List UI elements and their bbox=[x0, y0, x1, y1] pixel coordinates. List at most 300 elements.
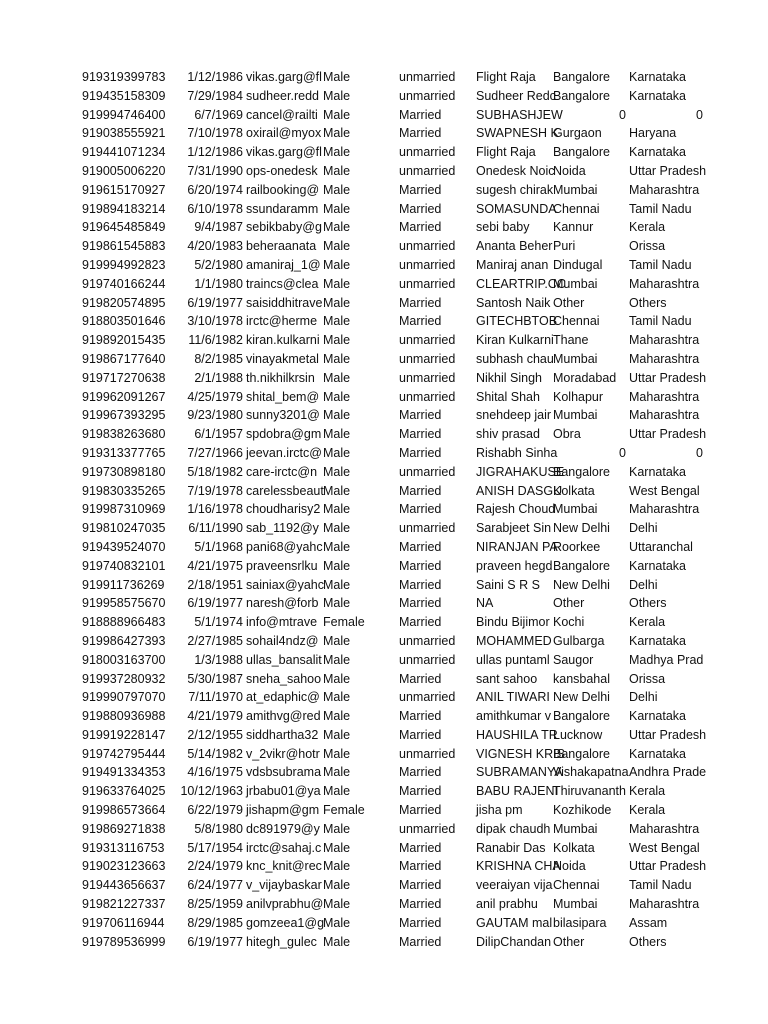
email-cell: sab_1192@y bbox=[246, 521, 319, 536]
gender-cell: Male bbox=[323, 539, 351, 554]
table-row bbox=[0, 594, 768, 613]
spreadsheet bbox=[0, 68, 768, 951]
phone-cell: 919313377765 bbox=[82, 445, 166, 460]
marital-status-cell: Married bbox=[399, 671, 442, 686]
state-cell: Maharashtra bbox=[629, 897, 700, 912]
birthdate-cell: 1/16/1978 bbox=[187, 502, 243, 517]
birthdate-cell: 6/19/1977 bbox=[187, 596, 243, 611]
marital-status-cell: Married bbox=[399, 107, 442, 122]
birthdate-cell: 6/24/1977 bbox=[187, 878, 243, 893]
city-cell: Mumbai bbox=[553, 821, 598, 836]
phone-cell: 919435158309 bbox=[82, 88, 166, 103]
marital-status-cell: Married bbox=[399, 859, 442, 874]
table-row bbox=[0, 406, 768, 425]
city-cell: Mumbai bbox=[553, 897, 598, 912]
name-cell: snehdeep jair bbox=[476, 408, 552, 423]
marital-status-cell: Married bbox=[399, 596, 442, 611]
phone-cell: 919867177640 bbox=[82, 351, 166, 366]
gender-cell: Male bbox=[323, 859, 351, 874]
table-row bbox=[0, 143, 768, 162]
city-cell: Gulbarga bbox=[553, 633, 605, 648]
email-cell: sneha_sahoo bbox=[246, 671, 322, 686]
phone-cell: 919994746400 bbox=[82, 107, 166, 122]
table-row bbox=[0, 312, 768, 331]
gender-cell: Male bbox=[323, 558, 351, 573]
email-cell: saisiddhitrave bbox=[246, 295, 323, 310]
birthdate-cell: 5/17/1954 bbox=[187, 840, 243, 855]
state-cell: Maharashtra bbox=[629, 389, 700, 404]
birthdate-cell: 4/20/1983 bbox=[187, 239, 243, 254]
gender-cell: Male bbox=[323, 821, 351, 836]
email-cell: pani68@yahc bbox=[246, 539, 323, 554]
phone-cell: 919319399783 bbox=[82, 70, 166, 84]
table-row bbox=[0, 914, 768, 933]
marital-status-cell: unmarried bbox=[399, 88, 456, 103]
birthdate-cell: 4/21/1975 bbox=[187, 558, 243, 573]
state-cell: Orissa bbox=[629, 671, 666, 686]
table-row bbox=[0, 237, 768, 256]
table-row bbox=[0, 181, 768, 200]
email-cell: irctc@sahaj.c bbox=[246, 840, 322, 855]
table-row bbox=[0, 707, 768, 726]
table-row bbox=[0, 933, 768, 952]
state-cell: Others bbox=[629, 295, 667, 310]
phone-cell: 919962091267 bbox=[82, 389, 166, 404]
state-cell: Kerala bbox=[629, 803, 666, 818]
city-cell: Other bbox=[553, 934, 585, 949]
birthdate-cell: 9/23/1980 bbox=[187, 408, 243, 423]
marital-status-cell: Married bbox=[399, 182, 442, 197]
email-cell: sebikbaby@g bbox=[246, 220, 322, 235]
email-cell: praveensrlku bbox=[246, 558, 318, 573]
marital-status-cell: unmarried bbox=[399, 746, 456, 761]
table-row bbox=[0, 369, 768, 388]
email-cell: info@mtrave bbox=[246, 615, 318, 630]
state-cell: 0 bbox=[696, 445, 703, 460]
name-cell: SUBRAMANYA bbox=[476, 765, 563, 780]
city-cell: New Delhi bbox=[553, 521, 610, 536]
name-cell: Bindu Bijimor bbox=[476, 615, 550, 630]
gender-cell: Male bbox=[323, 182, 351, 197]
marital-status-cell: Married bbox=[399, 539, 442, 554]
state-cell: Delhi bbox=[629, 521, 658, 536]
gender-cell: Male bbox=[323, 445, 351, 460]
table-row bbox=[0, 256, 768, 275]
name-cell: dipak chaudh bbox=[476, 821, 551, 836]
birthdate-cell: 6/20/1974 bbox=[187, 182, 243, 197]
email-cell: ssundaramm bbox=[246, 201, 319, 216]
gender-cell: Male bbox=[323, 351, 351, 366]
marital-status-cell: unmarried bbox=[399, 652, 456, 667]
table-row bbox=[0, 895, 768, 914]
marital-status-cell: unmarried bbox=[399, 521, 456, 536]
table-row bbox=[0, 613, 768, 632]
birthdate-cell: 5/18/1982 bbox=[187, 464, 243, 479]
birthdate-cell: 6/22/1979 bbox=[187, 803, 243, 818]
name-cell: subhash chau bbox=[476, 351, 554, 366]
phone-cell: 919730898180 bbox=[82, 464, 166, 479]
birthdate-cell: 5/2/1980 bbox=[194, 257, 243, 272]
gender-cell: Male bbox=[323, 239, 351, 254]
city-cell: Kolkata bbox=[553, 483, 595, 498]
birthdate-cell: 1/1/1980 bbox=[194, 276, 243, 291]
table-row bbox=[0, 444, 768, 463]
birthdate-cell: 10/12/1963 bbox=[180, 784, 243, 799]
city-cell: Kolkata bbox=[553, 840, 595, 855]
table-row bbox=[0, 463, 768, 482]
name-cell: Ranabir Das bbox=[476, 840, 546, 855]
marital-status-cell: Married bbox=[399, 126, 442, 141]
table-row bbox=[0, 218, 768, 237]
city-cell: Obra bbox=[553, 427, 581, 442]
phone-cell: 919005006220 bbox=[82, 163, 166, 178]
marital-status-cell: unmarried bbox=[399, 464, 456, 479]
state-cell: Tamil Nadu bbox=[629, 878, 692, 893]
state-cell: Kerala bbox=[629, 784, 666, 799]
name-cell: shiv prasad bbox=[476, 427, 540, 442]
phone-cell: 918003163700 bbox=[82, 652, 166, 667]
name-cell: jisha pm bbox=[476, 803, 523, 818]
state-cell: Karnataka bbox=[629, 633, 686, 648]
gender-cell: Male bbox=[323, 427, 351, 442]
city-cell: Moradabad bbox=[553, 370, 617, 385]
state-cell: Karnataka bbox=[629, 558, 686, 573]
state-cell: Kerala bbox=[629, 220, 666, 235]
name-cell: GITECHBTOB bbox=[476, 314, 558, 329]
table-row bbox=[0, 651, 768, 670]
state-cell: Madhya Prad bbox=[629, 652, 704, 667]
phone-cell: 918888966483 bbox=[82, 615, 166, 630]
email-cell: ops-onedesk bbox=[246, 163, 318, 178]
email-cell: v_vijaybaskar bbox=[246, 878, 322, 893]
gender-cell: Male bbox=[323, 107, 351, 122]
marital-status-cell: unmarried bbox=[399, 257, 456, 272]
birthdate-cell: 7/11/1970 bbox=[188, 690, 243, 705]
name-cell: praveen hegd bbox=[476, 558, 553, 573]
state-cell: Maharashtra bbox=[629, 351, 700, 366]
city-cell: Bangalore bbox=[553, 70, 610, 84]
city-cell: Chennai bbox=[553, 314, 600, 329]
table-row bbox=[0, 350, 768, 369]
phone-cell: 919439524070 bbox=[82, 539, 166, 554]
marital-status-cell: Married bbox=[399, 784, 442, 799]
city-cell: Lucknow bbox=[553, 727, 603, 742]
gender-cell: Male bbox=[323, 727, 351, 742]
state-cell: Karnataka bbox=[629, 464, 686, 479]
city-cell: Thiruvananth bbox=[553, 784, 626, 799]
email-cell: ullas_bansalit bbox=[246, 652, 322, 667]
name-cell: KRISHNA CHA bbox=[476, 859, 561, 874]
gender-cell: Male bbox=[323, 709, 351, 724]
birthdate-cell: 6/11/1990 bbox=[188, 521, 243, 536]
state-cell: Others bbox=[629, 596, 667, 611]
marital-status-cell: unmarried bbox=[399, 239, 456, 254]
name-cell: JIGRAHAKUSE bbox=[476, 464, 565, 479]
state-cell: Andhra Prade bbox=[629, 765, 707, 780]
phone-cell: 919880936988 bbox=[82, 709, 166, 724]
marital-status-cell: Married bbox=[399, 201, 442, 216]
name-cell: anil prabhu bbox=[476, 897, 538, 912]
gender-cell: Male bbox=[323, 314, 351, 329]
email-cell: hitegh_gulec bbox=[246, 934, 317, 949]
birthdate-cell: 5/8/1980 bbox=[194, 821, 243, 836]
table-row bbox=[0, 839, 768, 858]
name-cell: GAUTAM mal bbox=[476, 915, 553, 930]
gender-cell: Male bbox=[323, 596, 351, 611]
birthdate-cell: 4/21/1979 bbox=[187, 709, 243, 724]
gender-cell: Male bbox=[323, 897, 351, 912]
birthdate-cell: 2/1/1988 bbox=[194, 370, 243, 385]
marital-status-cell: Married bbox=[399, 408, 442, 423]
birthdate-cell: 2/12/1955 bbox=[187, 727, 243, 742]
name-cell: MOHAMMED bbox=[476, 633, 552, 648]
name-cell: Santosh Naik bbox=[476, 295, 551, 310]
marital-status-cell: unmarried bbox=[399, 70, 456, 84]
phone-cell: 919820574895 bbox=[82, 295, 166, 310]
gender-cell: Male bbox=[323, 483, 351, 498]
marital-status-cell: Married bbox=[399, 295, 442, 310]
city-cell: kansbahal bbox=[553, 671, 610, 686]
gender-cell: Male bbox=[323, 784, 351, 799]
gender-cell: Male bbox=[323, 915, 351, 930]
marital-status-cell: Married bbox=[399, 915, 442, 930]
gender-cell: Male bbox=[323, 220, 351, 235]
gender-cell: Male bbox=[323, 765, 351, 780]
state-cell: Uttar Pradesh bbox=[629, 427, 707, 442]
name-cell: SOMASUNDA bbox=[476, 201, 557, 216]
city-cell: New Delhi bbox=[553, 690, 610, 705]
email-cell: beheraanata bbox=[246, 239, 317, 254]
birthdate-cell: 4/25/1979 bbox=[187, 389, 243, 404]
name-cell: DilipChandan bbox=[476, 934, 552, 949]
birthdate-cell: 4/16/1975 bbox=[187, 765, 243, 780]
phone-cell: 919967393295 bbox=[82, 408, 166, 423]
email-cell: vikas.garg@fl bbox=[246, 145, 322, 160]
city-cell: Bangalore bbox=[553, 464, 610, 479]
name-cell: VIGNESH KRIS bbox=[476, 746, 565, 761]
email-cell: amithvg@red bbox=[246, 709, 321, 724]
gender-cell: Male bbox=[323, 370, 351, 385]
state-cell: Tamil Nadu bbox=[629, 314, 692, 329]
email-cell: siddhartha32 bbox=[246, 727, 319, 742]
phone-cell: 919994992823 bbox=[82, 257, 166, 272]
state-cell: Uttar Pradesh bbox=[629, 859, 707, 874]
state-cell: Karnataka bbox=[629, 746, 686, 761]
table-row bbox=[0, 294, 768, 313]
email-cell: jishapm@gm bbox=[246, 803, 320, 818]
state-cell: Tamil Nadu bbox=[629, 201, 692, 216]
state-cell: Karnataka bbox=[629, 88, 686, 103]
birthdate-cell: 7/19/1978 bbox=[187, 483, 243, 498]
phone-cell: 919742795444 bbox=[82, 746, 166, 761]
phone-cell: 919861545883 bbox=[82, 239, 166, 254]
email-cell: amaniraj_1@ bbox=[246, 257, 321, 272]
email-cell: jrbabu01@ya bbox=[246, 784, 321, 799]
birthdate-cell: 11/6/1982 bbox=[188, 333, 243, 348]
phone-cell: 919740166244 bbox=[82, 276, 166, 291]
marital-status-cell: Married bbox=[399, 220, 442, 235]
table-row bbox=[0, 482, 768, 501]
gender-cell: Male bbox=[323, 934, 351, 949]
table-row bbox=[0, 519, 768, 538]
birthdate-cell: 7/29/1984 bbox=[187, 88, 243, 103]
email-cell: anilvprabhu@ bbox=[246, 897, 324, 912]
birthdate-cell: 6/7/1969 bbox=[194, 107, 243, 122]
phone-cell: 919911736269 bbox=[82, 577, 165, 592]
city-cell: Thane bbox=[553, 333, 589, 348]
state-cell: Delhi bbox=[629, 577, 658, 592]
name-cell: sant sahoo bbox=[476, 671, 538, 686]
email-cell: vikas.garg@fl bbox=[246, 70, 322, 84]
birthdate-cell: 2/18/1951 bbox=[187, 577, 243, 592]
marital-status-cell: Married bbox=[399, 445, 442, 460]
marital-status-cell: Married bbox=[399, 897, 442, 912]
gender-cell: Male bbox=[323, 145, 351, 160]
name-cell: Maniraj anan bbox=[476, 257, 549, 272]
marital-status-cell: unmarried bbox=[399, 145, 456, 160]
name-cell: Kiran Kulkarni bbox=[476, 333, 554, 348]
city-cell: Other bbox=[553, 295, 585, 310]
city-cell: Chennai bbox=[553, 878, 600, 893]
email-cell: irctc@herme bbox=[246, 314, 318, 329]
state-cell: Karnataka bbox=[629, 145, 686, 160]
marital-status-cell: Married bbox=[399, 558, 442, 573]
email-cell: traincs@clea bbox=[246, 276, 319, 291]
phone-cell: 919919228147 bbox=[82, 727, 166, 742]
email-cell: sohail4ndz@ bbox=[246, 633, 319, 648]
city-cell: 0 bbox=[619, 107, 626, 122]
marital-status-cell: Married bbox=[399, 934, 442, 949]
birthdate-cell: 3/10/1978 bbox=[187, 314, 243, 329]
city-cell: Roorkee bbox=[553, 539, 601, 554]
table-row bbox=[0, 801, 768, 820]
gender-cell: Male bbox=[323, 276, 351, 291]
phone-cell: 919023123663 bbox=[82, 859, 166, 874]
birthdate-cell: 5/1/1974 bbox=[194, 615, 243, 630]
email-cell: at_edaphic@ bbox=[246, 690, 320, 705]
table-row bbox=[0, 87, 768, 106]
email-cell: oxirail@myox bbox=[246, 126, 322, 141]
table-row bbox=[0, 557, 768, 576]
phone-cell: 919986427393 bbox=[82, 633, 166, 648]
marital-status-cell: unmarried bbox=[399, 633, 456, 648]
state-cell: Karnataka bbox=[629, 70, 686, 84]
email-cell: naresh@forb bbox=[246, 596, 319, 611]
marital-status-cell: Married bbox=[399, 427, 442, 442]
table-row bbox=[0, 670, 768, 689]
email-cell: knc_knit@rec bbox=[246, 859, 322, 874]
table-row bbox=[0, 124, 768, 143]
phone-cell: 919937280932 bbox=[82, 671, 166, 686]
name-cell: Sudheer Redc bbox=[476, 88, 556, 103]
email-cell: v_2vikr@hotr bbox=[246, 746, 320, 761]
name-cell: Flight Raja bbox=[476, 145, 536, 160]
gender-cell: Male bbox=[323, 333, 351, 348]
state-cell: Uttaranchal bbox=[629, 539, 693, 554]
state-cell: Haryana bbox=[629, 126, 677, 141]
name-cell: ANIL TIWARI bbox=[476, 690, 550, 705]
city-cell: Noida bbox=[553, 859, 586, 874]
phone-cell: 919491334353 bbox=[82, 765, 166, 780]
city-cell: New Delhi bbox=[553, 577, 610, 592]
phone-cell: 919615170927 bbox=[82, 182, 166, 197]
gender-cell: Male bbox=[323, 840, 351, 855]
gender-cell: Male bbox=[323, 389, 351, 404]
name-cell: NA bbox=[476, 596, 494, 611]
state-cell: 0 bbox=[696, 107, 703, 122]
city-cell: Puri bbox=[553, 239, 576, 254]
name-cell: NIRANJAN PA bbox=[476, 539, 558, 554]
state-cell: West Bengal bbox=[629, 840, 700, 855]
email-cell: spdobra@gm bbox=[246, 427, 322, 442]
phone-cell: 919038555921 bbox=[82, 126, 166, 141]
state-cell: Assam bbox=[629, 915, 668, 930]
city-cell: Kochi bbox=[553, 615, 585, 630]
name-cell: Onedesk Noic bbox=[476, 163, 555, 178]
birthdate-cell: 8/29/1985 bbox=[187, 915, 243, 930]
city-cell: Chennai bbox=[553, 201, 600, 216]
phone-cell: 919990797070 bbox=[82, 690, 166, 705]
email-cell: care-irctc@n bbox=[246, 464, 318, 479]
phone-cell: 919830335265 bbox=[82, 483, 166, 498]
marital-status-cell: Married bbox=[399, 727, 442, 742]
city-cell: Bangalore bbox=[553, 746, 610, 761]
birthdate-cell: 5/1/1968 bbox=[194, 539, 243, 554]
name-cell: ullas puntaml bbox=[476, 652, 550, 667]
table-row bbox=[0, 576, 768, 595]
gender-cell: Male bbox=[323, 88, 351, 103]
gender-cell: Male bbox=[323, 257, 351, 272]
email-cell: kiran.kulkarni bbox=[246, 333, 320, 348]
city-cell: Kozhikode bbox=[553, 803, 612, 818]
name-cell: BABU RAJENI bbox=[476, 784, 558, 799]
state-cell: Uttar Pradesh bbox=[629, 727, 707, 742]
table-row bbox=[0, 162, 768, 181]
gender-cell: Male bbox=[323, 746, 351, 761]
name-cell: Flight Raja bbox=[476, 70, 536, 84]
gender-cell: Male bbox=[323, 521, 351, 536]
table-row bbox=[0, 745, 768, 764]
phone-cell: 919821227337 bbox=[82, 897, 166, 912]
gender-cell: Male bbox=[323, 690, 351, 705]
birthdate-cell: 5/14/1982 bbox=[187, 746, 243, 761]
city-cell: bilasipara bbox=[553, 915, 607, 930]
marital-status-cell: Married bbox=[399, 803, 442, 818]
marital-status-cell: Married bbox=[399, 878, 442, 893]
birthdate-cell: 2/27/1985 bbox=[187, 633, 243, 648]
birthdate-cell: 5/30/1987 bbox=[187, 671, 243, 686]
phone-cell: 919987310969 bbox=[82, 502, 166, 517]
phone-cell: 919810247035 bbox=[82, 521, 166, 536]
city-cell: 0 bbox=[619, 445, 626, 460]
gender-cell: Male bbox=[323, 502, 351, 517]
phone-cell: 919869271838 bbox=[82, 821, 166, 836]
marital-status-cell: unmarried bbox=[399, 333, 456, 348]
name-cell: Sarabjeet Sin bbox=[476, 521, 552, 536]
gender-cell: Male bbox=[323, 70, 351, 84]
state-cell: Tamil Nadu bbox=[629, 257, 692, 272]
marital-status-cell: Married bbox=[399, 577, 442, 592]
birthdate-cell: 7/10/1978 bbox=[187, 126, 243, 141]
birthdate-cell: 6/19/1977 bbox=[187, 934, 243, 949]
marital-status-cell: Married bbox=[399, 709, 442, 724]
email-cell: jeevan.irctc@ bbox=[246, 445, 322, 460]
table-row bbox=[0, 820, 768, 839]
phone-cell: 919789536999 bbox=[82, 934, 166, 949]
state-cell: Maharashtra bbox=[629, 182, 700, 197]
name-cell: ANISH DASGU bbox=[476, 483, 563, 498]
table-row bbox=[0, 726, 768, 745]
